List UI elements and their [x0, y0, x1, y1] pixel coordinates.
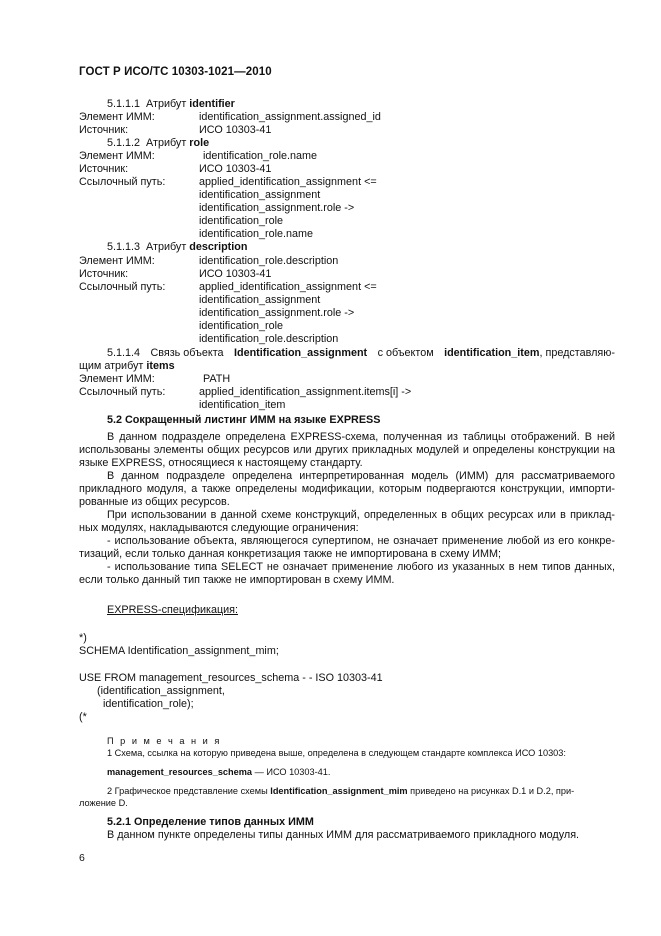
reference-path-label: Ссылочный путь: [79, 176, 166, 188]
reference-path-label: Ссылочный путь: [79, 386, 166, 398]
reference-path-line: identification_assignment.role -> [199, 307, 355, 319]
express-code-line: SCHEMA Identification_assignment_mim; [79, 645, 279, 657]
express-code-line: (* [79, 711, 87, 723]
reference-path-line: identification_assignment [199, 294, 321, 306]
section-5-1-1-1-heading: 5.1.1.1 Атрибут identifier [107, 98, 235, 110]
note-2-cont: ложение D. [79, 798, 128, 808]
paragraph: В данном подразделе определена интерпретированная модель (ИММ) для рассматриваемого прикладного модуля, а также определены модификации, которым подвергаются конструкции, импорти-рованные из общих ресурсов. [79, 470, 615, 509]
reference-path-line: identification_assignment.role -> [199, 202, 355, 214]
reference-path-line: identification_role.name [199, 228, 314, 240]
note-1-cont: management_resources_schema — ИСО 10303-41. [107, 767, 331, 777]
note-2: 2 Графическое представление схемы Identification_assignment_mim приведено на рисунках D.1 и D.2, при- [107, 786, 575, 796]
paragraph: При использовании в данной схеме конструкций, определенных в общих ресурсах или в приклад-ных модулях, накладываются следующие ограничения: [79, 509, 615, 535]
mim-element-label: Элемент ИММ: [79, 150, 155, 162]
paragraph: - использование объекта, являющегося супертипом, не означает применение любой из его конкре-тизаций, если только данная конкретизация также не импортирована в схему ИММ; [79, 535, 615, 561]
reference-path-line: identification_assignment [199, 189, 321, 201]
reference-path-line: identification_role [199, 215, 284, 227]
source-value: ИСО 10303-41 [199, 268, 272, 280]
express-code-line: identification_role); [103, 698, 194, 710]
section-5-2-1-heading: 5.2.1 Определение типов данных ИММ [107, 816, 314, 828]
reference-path-line: identification_role [199, 320, 284, 332]
reference-path-line: applied_identification_assignment.items[i] -> [199, 386, 412, 398]
mim-element-value: identification_role.description [199, 255, 339, 267]
reference-path-line: identification_item [199, 399, 286, 411]
mim-element-value: PATH [203, 373, 231, 385]
source-value: ИСО 10303-41 [199, 124, 272, 136]
reference-path-line: identification_role.description [199, 333, 339, 345]
reference-path-line: applied_identification_assignment <= [199, 176, 377, 188]
section-5-1-1-4-heading: 5.1.1.4 Связь объекта Identification_assignment с объектом identification_item, представляю- [107, 347, 615, 359]
paragraph: В данном пункте определены типы данных ИММ для рассматриваемого прикладного модуля. [107, 829, 580, 841]
paragraph: В данном подразделе определена EXPRESS-схема, полученная из таблицы отображений. В ней использованы элементы общих ресурсов или других прикладных модулей и определены конструкции на языке EXPRESS, относящиеся к настоящему стандарту. [79, 431, 615, 470]
express-code-line: (identification_assignment, [97, 685, 225, 697]
source-label: Источник: [79, 163, 129, 175]
document-header: ГОСТ Р ИСО/ТС 10303-1021—2010 [79, 66, 272, 78]
reference-path-line: applied_identification_assignment <= [199, 281, 377, 293]
section-5-1-1-4-heading-cont: щим атрибут items [79, 360, 175, 372]
section-5-1-1-3-heading: 5.1.1.3 Атрибут description [107, 241, 248, 253]
mim-element-label: Элемент ИММ: [79, 255, 155, 267]
source-label: Источник: [79, 124, 129, 136]
note-1: 1 Схема, ссылка на которую приведена выше, определена в следующем стандарте комплекса ИСО 10303: [107, 748, 566, 758]
mim-element-value: identification_role.name [203, 150, 318, 162]
mim-element-label: Элемент ИММ: [79, 111, 155, 123]
section-5-2-heading: 5.2 Сокращенный листинг ИММ на языке EXPRESS [107, 414, 381, 426]
mim-element-value: identification_assignment.assigned_id [199, 111, 381, 123]
mim-element-label: Элемент ИММ: [79, 373, 155, 385]
reference-path-label: Ссылочный путь: [79, 281, 166, 293]
page-number: 6 [79, 852, 85, 864]
section-5-1-1-2-heading: 5.1.1.2 Атрибут role [107, 137, 210, 149]
paragraph: - использование типа SELECT не означает применение любого из указанных в нем типов данных, если только данный тип также не импортирован в схему ИММ. [79, 561, 615, 587]
source-value: ИСО 10303-41 [199, 163, 272, 175]
source-label: Источник: [79, 268, 129, 280]
express-code-line: *) [79, 632, 87, 644]
express-code-line: USE FROM management_resources_schema - - ISO 10303-41 [79, 672, 383, 684]
notes-heading: П р и м е ч а н и я [107, 736, 222, 746]
express-spec-label: EXPRESS-спецификация: [107, 604, 239, 616]
